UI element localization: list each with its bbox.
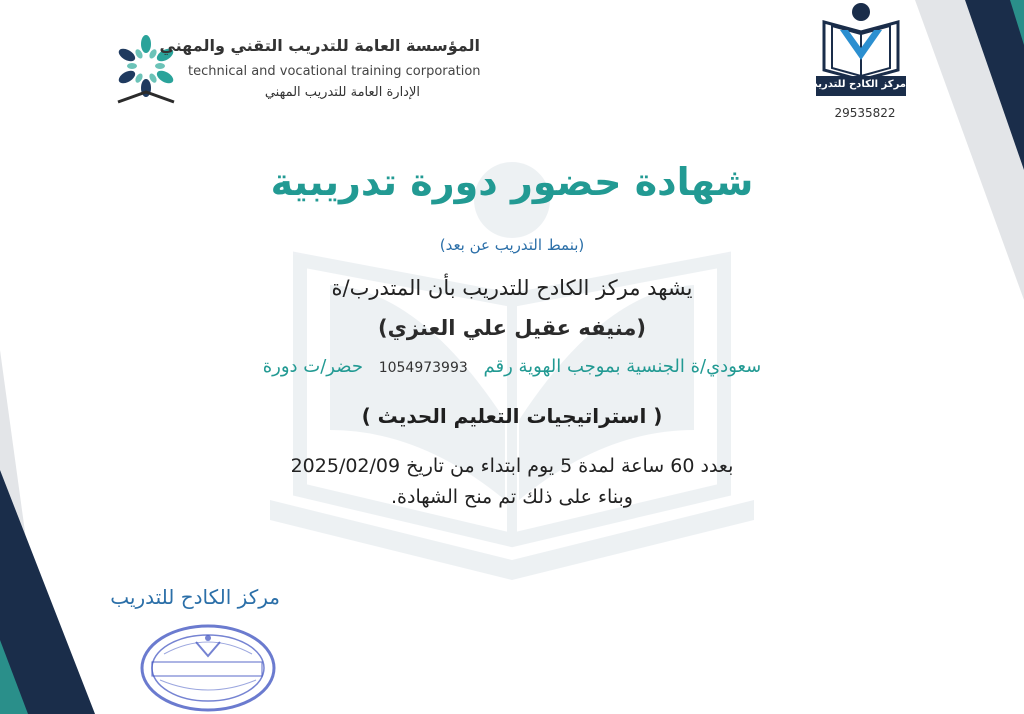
certification-statement: يشهد مركز الكادح للتدريب بأن المتدرب/ة [331,276,693,300]
id-number: 1054973993 [378,360,468,376]
official-stamp-icon [138,620,278,714]
closing-line: وبناء على ذلك تم منح الشهادة. [391,486,633,508]
commercial-register-number: 29535822 [834,106,896,120]
org-name-arabic: المؤسسة العامة للتدريب التقني والمهني [159,36,480,55]
issuer-name: مركز الكادح للتدريب [110,585,280,609]
course-name: ( استراتيجيات التعليم الحديث ) [361,404,663,428]
certificate-title: شهادة حضور دورة تدريبية [270,160,754,204]
training-mode: (بنمط التدريب عن بعد) [439,236,585,254]
nationality-text: سعودي/ة الجنسية بموجب الهوية رقم [483,356,762,377]
duration-line: بعدد 60 ساعة لمدة 5 يوم ابتداء من تاريخ 2025/02/09 [290,455,734,477]
org-name-english: technical and vocational training corporation [188,64,481,79]
trainee-name: (منيفه عقيل علي العنزي) [378,316,646,340]
org-department: الإدارة العامة للتدريب المهني [264,85,420,100]
attended-text: حضر/ت دورة [262,356,363,377]
nationality-id-line [0,356,1024,377]
center-logo-banner: مركز الكادح للتدريب [807,79,906,90]
